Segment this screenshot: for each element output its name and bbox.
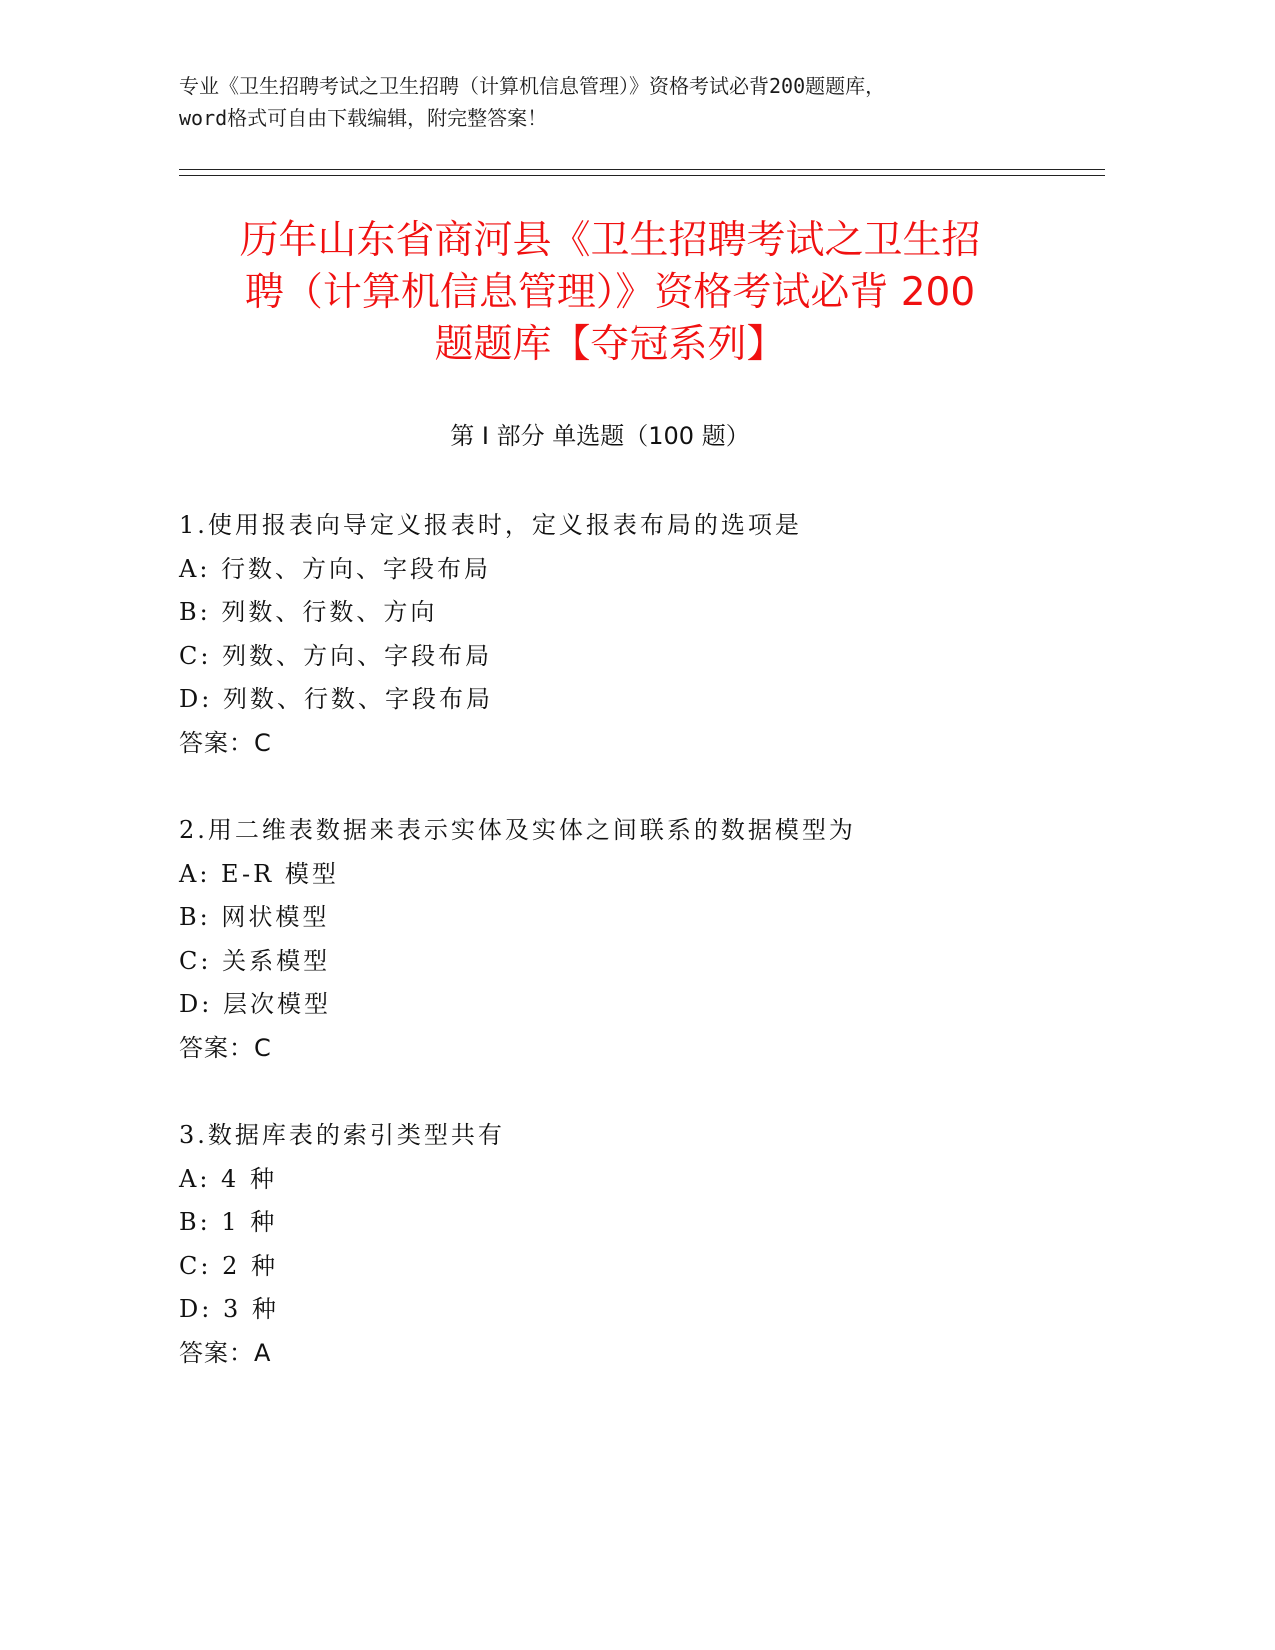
option-c: C: 列数、方向、字段布局 (179, 641, 493, 670)
header-note (179, 70, 1109, 134)
question-stem: 3.数据库表的索引类型共有 (179, 1121, 505, 1149)
question-list (179, 504, 1079, 1375)
option-b: B: 网状模型 (179, 903, 330, 931)
question-item (179, 504, 1079, 765)
header-note-line-2: word格式可自由下载编辑，附完整答案！ (179, 106, 548, 130)
option-b: B: 1 种 (179, 1208, 278, 1236)
option-a: A: E-R 模型 (179, 859, 339, 888)
option-c: C: 关系模型 (179, 946, 331, 975)
answer-line: 答案：A (179, 1338, 272, 1367)
question-item (179, 1114, 1079, 1375)
question-item (179, 809, 1079, 1070)
option-d: D: 层次模型 (179, 990, 331, 1018)
header-divider-top (179, 169, 1105, 170)
answer-line: 答案：C (179, 728, 272, 757)
option-d: D: 列数、行数、字段布局 (179, 685, 493, 713)
document-title (170, 215, 1050, 371)
document-title-line-1: 历年山东省商河县《卫生招聘考试之卫生招 (239, 218, 981, 263)
option-c: C: 2 种 (179, 1251, 278, 1280)
option-a: A: 行数、方向、字段布局 (179, 554, 492, 583)
header-note-line-1: 专业《卫生招聘考试之卫生招聘（计算机信息管理）》资格考试必背200题题库， (179, 74, 886, 98)
document-title-line-2: 聘（计算机信息管理）》资格考试必背 200 (244, 270, 976, 315)
question-stem: 2.用二维表数据来表示实体及实体之间联系的数据模型为 (179, 816, 856, 844)
option-b: B: 列数、行数、方向 (179, 598, 438, 626)
question-stem: 1.使用报表向导定义报表时，定义报表布局的选项是 (179, 511, 802, 539)
option-a: A: 4 种 (179, 1164, 277, 1193)
section-title: 第 I 部分 单选题（100 题） (450, 422, 750, 450)
document-title-line-3: 题题库【夺冠系列】 (434, 322, 786, 367)
answer-line: 答案：C (179, 1033, 272, 1062)
header-divider-bottom (179, 175, 1105, 176)
option-d: D: 3 种 (179, 1295, 279, 1323)
